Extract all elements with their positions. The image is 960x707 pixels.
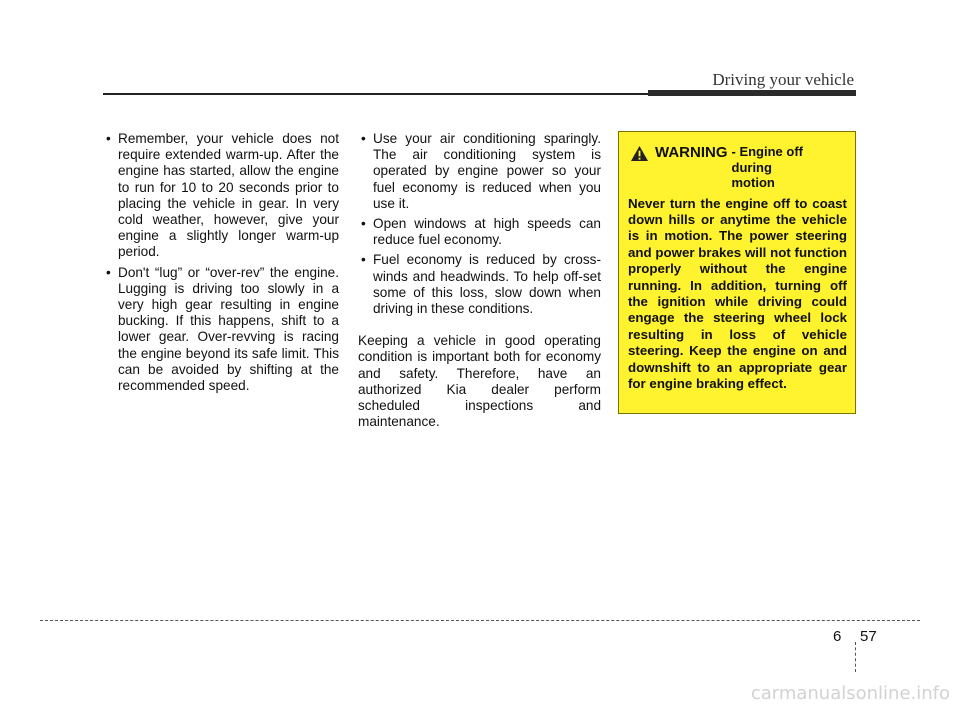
- maintenance-paragraph: Keeping a vehicle in good operating condition is important both for economy and safety. Therefore, have an authorized Kia dealer perform scheduled inspections and maintenance.: [358, 333, 601, 430]
- bullet-air-conditioning: • Use your air conditioning sparingly. The air conditioning system is operated by engine power so your fuel economy is reduced when you use it.: [358, 131, 601, 212]
- left-bullet-list: [103, 131, 339, 394]
- section-title: Driving your vehicle: [712, 70, 854, 89]
- bullet-open-windows: • Open windows at high speeds can reduce fuel economy.: [358, 216, 601, 248]
- warning-subtitle: - Engine off during motion: [731, 144, 803, 190]
- page-number: 57: [860, 628, 877, 645]
- header-accent-bar: [648, 90, 856, 96]
- middle-bullet-list: [358, 131, 601, 317]
- bullet-lug-over-rev: • Don't “lug” or “over-rev” the engine. Lugging is driving too slowly in a very high gear resulting in engine bucking. If this happens, shift to a lower gear. Over-revving is racing the engine beyond its safe limit. This can be avoided by shifting at the recommended speed.: [103, 265, 339, 395]
- chapter-number: 6: [833, 628, 842, 645]
- bullet-crosswinds: • Fuel economy is reduced by cross-winds and headwinds. To help off-set some of this loss, slow down when driving in these conditions.: [358, 252, 601, 317]
- watermark: carmanualsonline.info: [750, 683, 950, 704]
- bullet-warm-up: • Remember, your vehicle does not require extended warm-up. After the engine has started, allow the engine to run for 10 to 20 seconds prior to placing the vehicle in gear. In very cold weather, however, give your engine a slightly longer warm-up period.: [103, 131, 339, 261]
- warning-label: WARNING: [655, 144, 728, 161]
- middle-column: [358, 131, 601, 430]
- footer-rule: [40, 620, 920, 621]
- warning-header: [630, 144, 847, 191]
- left-column: [103, 131, 339, 398]
- footer-divider: [855, 642, 856, 672]
- warning-triangle-icon: [630, 145, 649, 162]
- warning-box: [618, 131, 856, 414]
- warning-body: Never turn the engine off to coast down hills or anytime the vehicle is in motion. The power steering and power brakes will not function properly without the engine running. In addition, turning off the ignition while driving could engage the steering wheel lock resulting in loss of vehicle steering. Keep the engine on and downshift to an appropriate gear for engine braking effect.: [628, 195, 847, 391]
